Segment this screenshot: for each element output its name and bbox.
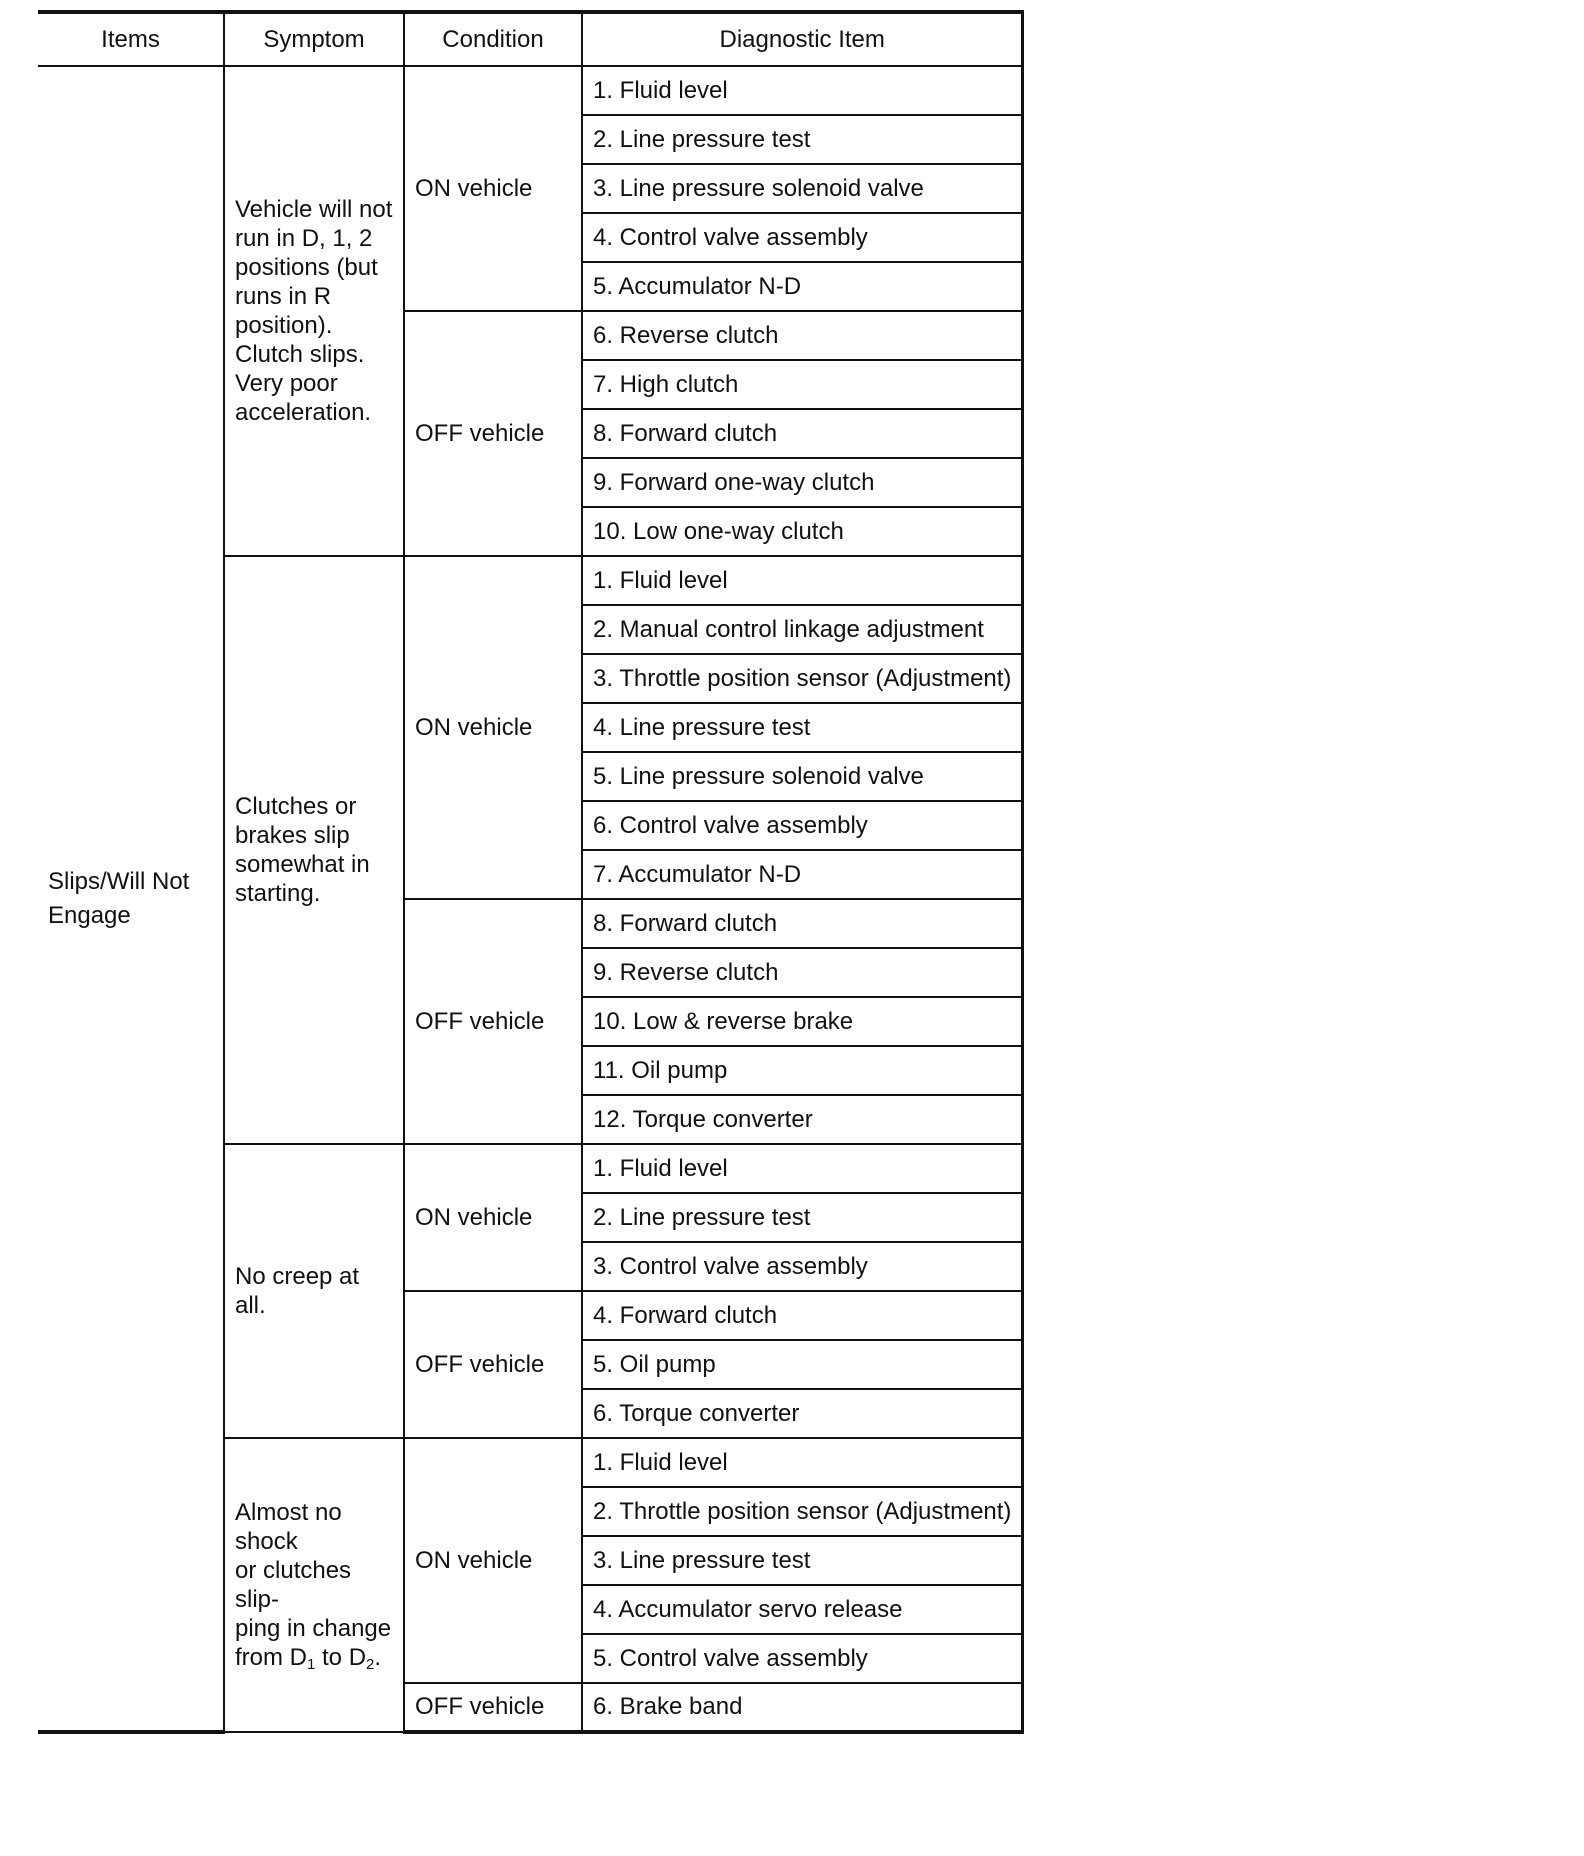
diagnostic-item-cell: 7. Accumulator N-D xyxy=(582,850,1023,899)
header-symptom: Symptom xyxy=(224,12,404,66)
diagnostic-item-cell: 6. Reverse clutch xyxy=(582,311,1023,360)
diagnostic-table-sheet xyxy=(38,10,1024,1734)
diagnostic-item-cell: 2. Throttle position sensor (Adjustment) xyxy=(582,1487,1023,1536)
symptom-cell: No creep at all. xyxy=(224,1144,404,1438)
condition-cell: OFF vehicle xyxy=(404,311,582,556)
diagnostic-item-cell: 4. Line pressure test xyxy=(582,703,1023,752)
diagnostic-item-cell: 3. Line pressure solenoid valve xyxy=(582,164,1023,213)
condition-cell: OFF vehicle xyxy=(404,1291,582,1438)
diagnostic-item-cell: 8. Forward clutch xyxy=(582,409,1023,458)
header-items: Items xyxy=(38,12,224,66)
symptom-cell: Almost no shock or clutches slip- ping in change from $D_1$ to $D_2$. xyxy=(224,1438,404,1732)
diagnostic-item-cell: 1. Fluid level xyxy=(582,1438,1023,1487)
diagnostic-item-cell: 9. Forward one-way clutch xyxy=(582,458,1023,507)
diagnostic-item-cell: 2. Line pressure test xyxy=(582,115,1023,164)
diagnostic-item-cell: 6. Control valve assembly xyxy=(582,801,1023,850)
condition-cell: OFF vehicle xyxy=(404,1683,582,1732)
diagnostic-item-cell: 6. Torque converter xyxy=(582,1389,1023,1438)
diagnostic-item-cell: 5. Oil pump xyxy=(582,1340,1023,1389)
diagnostic-item-cell: 1. Fluid level xyxy=(582,1144,1023,1193)
condition-cell: ON vehicle xyxy=(404,1438,582,1683)
condition-cell: ON vehicle xyxy=(404,556,582,899)
diagnostic-item-cell: 2. Line pressure test xyxy=(582,1193,1023,1242)
diagnostic-item-cell: 5. Control valve assembly xyxy=(582,1634,1023,1683)
condition-cell: ON vehicle xyxy=(404,66,582,311)
diagnostic-item-cell: 3. Line pressure test xyxy=(582,1536,1023,1585)
header-row xyxy=(38,12,1023,66)
diagnostic-item-cell: 7. High clutch xyxy=(582,360,1023,409)
diagnostic-table xyxy=(38,10,1024,1734)
diagnostic-item-cell: 5. Accumulator N-D xyxy=(582,262,1023,311)
condition-cell: OFF vehicle xyxy=(404,899,582,1144)
diagnostic-item-cell: 2. Manual control linkage adjustment xyxy=(582,605,1023,654)
diagnostic-item-cell: 4. Accumulator servo release xyxy=(582,1585,1023,1634)
diagnostic-item-cell: 1. Fluid level xyxy=(582,556,1023,605)
diagnostic-item-cell: 4. Forward clutch xyxy=(582,1291,1023,1340)
diagnostic-item-cell: 9. Reverse clutch xyxy=(582,948,1023,997)
table-row xyxy=(38,66,1023,115)
header-diagnostic-item: Diagnostic Item xyxy=(582,12,1023,66)
condition-cell: ON vehicle xyxy=(404,1144,582,1291)
symptom-cell: Clutches or brakes slip somewhat in starting. xyxy=(224,556,404,1144)
symptom-cell: Vehicle will not run in D, 1, 2 positions (but runs in R position). Clutch slips. Very poor acceleration. xyxy=(224,66,404,556)
diagnostic-item-cell: 11. Oil pump xyxy=(582,1046,1023,1095)
diagnostic-item-cell: 3. Control valve assembly xyxy=(582,1242,1023,1291)
diagnostic-item-cell: 1. Fluid level xyxy=(582,66,1023,115)
diagnostic-item-cell: 5. Line pressure solenoid valve xyxy=(582,752,1023,801)
diagnostic-item-cell: 10. Low & reverse brake xyxy=(582,997,1023,1046)
diagnostic-item-cell: 8. Forward clutch xyxy=(582,899,1023,948)
diagnostic-item-cell: 6. Brake band xyxy=(582,1683,1023,1732)
diagnostic-item-cell: 12. Torque converter xyxy=(582,1095,1023,1144)
diagnostic-item-cell: 10. Low one-way clutch xyxy=(582,507,1023,556)
diagnostic-item-cell: 3. Throttle position sensor (Adjustment) xyxy=(582,654,1023,703)
table-body xyxy=(38,66,1023,1732)
item-label: Slips/Will Not Engage xyxy=(38,66,224,1732)
diagnostic-item-cell: 4. Control valve assembly xyxy=(582,213,1023,262)
header-condition: Condition xyxy=(404,12,582,66)
